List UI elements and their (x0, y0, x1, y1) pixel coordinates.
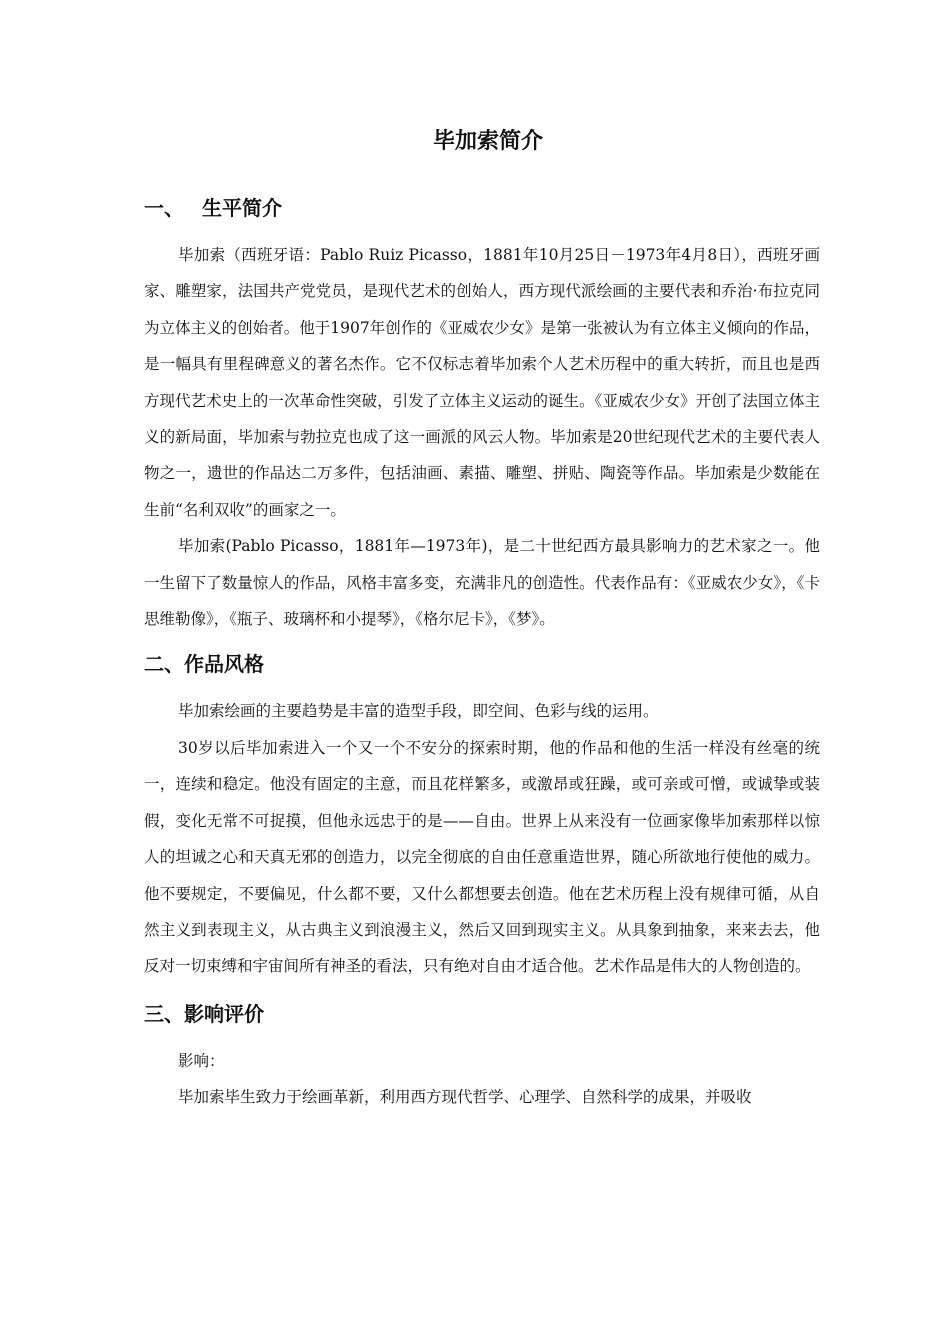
section-title: 影响评价 (184, 1001, 264, 1026)
section-heading (144, 997, 820, 1031)
paragraph: 毕加索绘画的主要趋势是丰富的造型手段，即空间、色彩与线的运用。 (178, 702, 659, 721)
paragraph: 毕加索毕生致力于绘画革新，利用西方现代哲学、心理学、自然科学的成果，并吸收 (178, 1088, 752, 1107)
section-heading (144, 191, 820, 225)
section-heading (144, 647, 820, 681)
paragraph: 影响： (178, 1051, 225, 1070)
document-title: 毕加索简介 (432, 129, 543, 154)
section-influence (144, 997, 820, 1116)
section-number: 二、 (144, 652, 184, 677)
paragraph: 毕加索（西班牙语：Pablo Ruiz Picasso，1881年10月25日－1973年4月8日），西班牙画家、雕塑家，法国共产党党员，是现代艺术的创始人，西方现代派绘画的主要代表和乔治·布拉克同为立体主义的创始者。他于1907年创作的《亚威农少女》是第一张被认为有立体主义倾向的作品，是一幅具有里程碑意义的著名杰作。它不仅标志着毕加索个人艺术历程中的重大转折，而且也是西方现代艺术史上的一次革命性突破，引发了立体主义运动的诞生。《亚威农少女》开创了法国立体主义的新局面，毕加索与勃拉克也成了这一画派的风云人物。毕加索是20世纪现代艺术的主要代表人物之一，遗世的作品达二万多件，包括油画、素描、雕塑、拼贴、陶瓷等作品。毕加索是少数能在生前“名利双收”的画家之一。 (144, 246, 820, 519)
paragraph: 毕加索(Pablo Picasso，1881年—1973年)，是二十世纪西方最具影响力的艺术家之一。他一生留下了数量惊人的作品，风格丰富多变，充满非凡的创造性。代表作品有：《亚威农少女》，《卡思维勒像》，《瓶子、玻璃杯和小提琴》，《格尔尼卡》，《梦》。 (144, 537, 820, 629)
section-title: 作品风格 (184, 652, 264, 677)
paragraph: 30岁以后毕加索进入一个又一个不安分的探索时期，他的作品和他的生活一样没有丝毫的统一，连续和稳定。他没有固定的主意，而且花样繁多，或激昂或狂躁，或可亲或可憎，或诚挚或装假，变化无常不可捉摸，但他永远忠于的是——自由。世界上从来没有一位画家像毕加索那样以惊人的坦诚之心和天真无邪的创造力，以完全彻底的自由任意重造世界，随心所欲地行使他的威力。他不要规定，不要偏见，什么都不要，又什么都想要去创造。他在艺术历程上没有规律可循，从自然主义到表现主义，从古典主义到浪漫主义，然后又回到现实主义。从具象到抽象，来来去去，他反对一切束缚和宇宙间所有神圣的看法，只有绝对自由才适合他。艺术作品是伟大的人物创造的。 (144, 738, 820, 976)
section-number: 一、 (144, 196, 184, 220)
section-biography (144, 191, 820, 637)
section-style (144, 647, 820, 984)
section-title: 生平简介 (202, 196, 282, 220)
section-number: 三、 (144, 1001, 184, 1026)
